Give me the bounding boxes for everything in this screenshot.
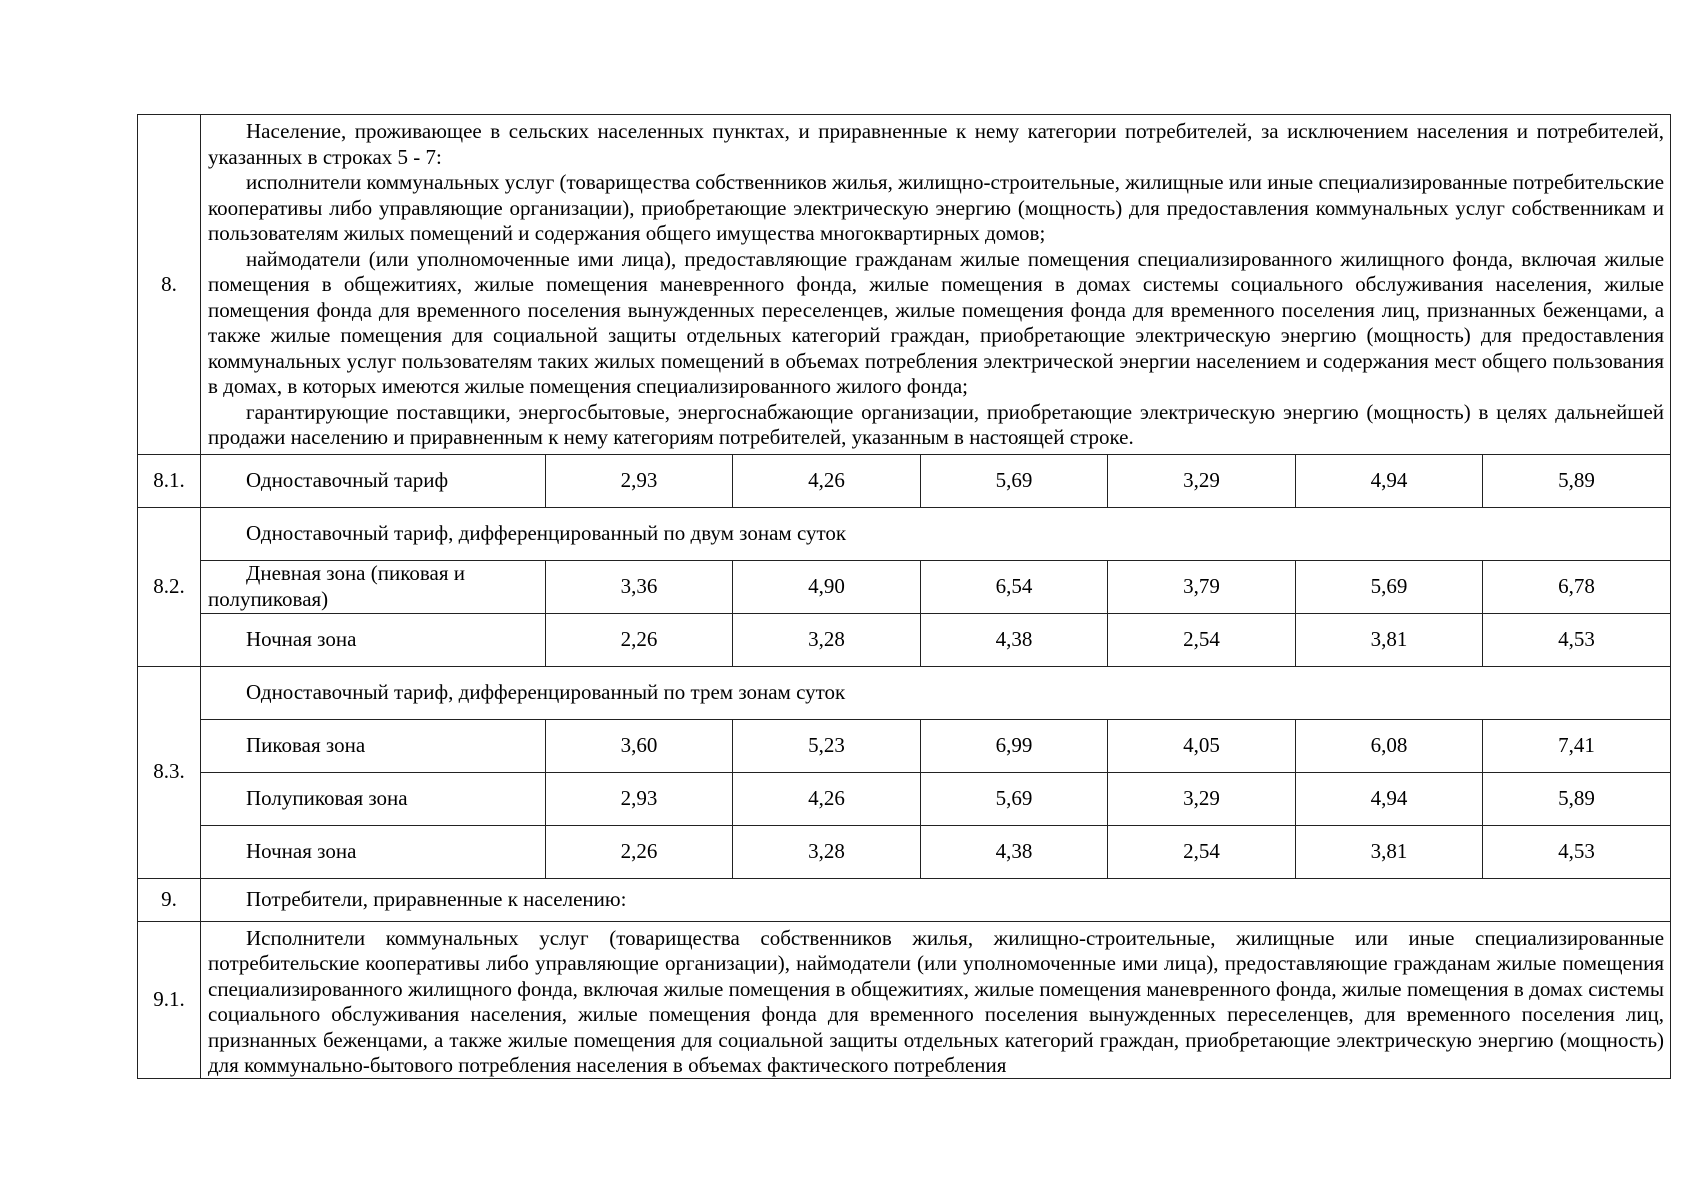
tariff-heading: Одноставочный тариф, дифференцированный по трем зонам суток: [201, 666, 1671, 719]
tariff-value: 2,26: [546, 825, 733, 878]
tariff-value: 2,54: [1108, 613, 1296, 666]
tariff-value: 5,89: [1483, 772, 1671, 825]
tariff-value: 2,93: [546, 454, 733, 507]
tariff-document-page: [137, 114, 1670, 1079]
tariff-value: 3,81: [1296, 613, 1483, 666]
tariff-value: 4,38: [921, 825, 1108, 878]
tariff-value: 3,28: [733, 825, 921, 878]
tariff-value: 7,41: [1483, 719, 1671, 772]
tariff-value: 5,69: [921, 454, 1108, 507]
tariff-value: 3,81: [1296, 825, 1483, 878]
table-row-9: [138, 878, 1671, 921]
tariff-heading: Одноставочный тариф, дифференцированный по двум зонам суток: [201, 507, 1671, 560]
tariff-table: [137, 114, 1671, 1079]
tariff-value: 5,69: [921, 772, 1108, 825]
table-row-9-1: [138, 921, 1671, 1078]
tariff-value: 5,23: [733, 719, 921, 772]
tariff-value: 2,93: [546, 772, 733, 825]
tariff-value: 6,54: [921, 560, 1108, 613]
paragraph: Исполнители коммунальных услуг (товарищества собственников жилья, жилищно-строительные, жилищные или иные специализированные потребительские кооперативы либо управляющие организации), наймодатели (или уполномоченные ими лица), предоставляющие гражданам жилые помещения специализированного жилищного фонда, включая жилые помещения в общежитиях, жилые помещения маневренного фонда, жилые помещения в домах системы социального обслуживания населения, жилые помещения фонда для временного поселения вынужденных переселенцев, для временного поселения лиц, признанных беженцами, а также жилые помещения для социальной защиты отдельных категорий граждан, приобретающие электрическую энергию (мощность) для коммунально-бытового потребления населения в объемах фактического потребления: [208, 925, 1665, 1077]
row-number: 8.2.: [138, 507, 201, 666]
tariff-value: 6,08: [1296, 719, 1483, 772]
row-number: 9.: [138, 878, 201, 921]
table-row-8-2-zone: [138, 613, 1671, 666]
paragraph: исполнители коммунальных услуг (товарищества собственников жилья, жилищно-строительные, жилищные или иные специализированные потребительские кооперативы либо управляющие организации), приобретающие электрическую энергию (мощность) для предоставления коммунальных услуг собственникам и пользователям жилых помещений и содержания общего имущества многоквартирных домов;: [208, 170, 1665, 245]
row-number: 9.1.: [138, 921, 201, 1078]
tariff-value: 3,36: [546, 560, 733, 613]
tariff-value: 3,29: [1108, 772, 1296, 825]
table-row-8: [138, 115, 1671, 455]
tariff-value: 2,54: [1108, 825, 1296, 878]
text-continues-clip: [208, 926, 1664, 1078]
table-row-8-3-zone: [138, 825, 1671, 878]
table-row-8-2-zone: [138, 560, 1671, 613]
tariff-value: 3,29: [1108, 454, 1296, 507]
tariff-value: 4,94: [1296, 772, 1483, 825]
table-row-8-3-heading: [138, 666, 1671, 719]
table-row-8-3-zone: [138, 719, 1671, 772]
row-8-description: [201, 115, 1671, 455]
tariff-value: 4,26: [733, 772, 921, 825]
tariff-value: 4,53: [1483, 613, 1671, 666]
zone-name: Полупиковая зона: [201, 772, 546, 825]
tariff-value: 6,78: [1483, 560, 1671, 613]
table-row-8-2-heading: [138, 507, 1671, 560]
tariff-value: 4,53: [1483, 825, 1671, 878]
tariff-value: 4,90: [733, 560, 921, 613]
row-number: 8.: [138, 115, 201, 455]
tariff-value: 6,99: [921, 719, 1108, 772]
tariff-value: 2,26: [546, 613, 733, 666]
row-9-1-description: [201, 921, 1671, 1078]
tariff-value: 4,94: [1296, 454, 1483, 507]
tariff-name: Одноставочный тариф: [201, 454, 546, 507]
tariff-value: 3,79: [1108, 560, 1296, 613]
tariff-value: 5,69: [1296, 560, 1483, 613]
zone-name: Пиковая зона: [201, 719, 546, 772]
zone-name: Ночная зона: [201, 613, 546, 666]
tariff-value: 4,38: [921, 613, 1108, 666]
row-9-description: Потребители, приравненные к населению:: [201, 878, 1671, 921]
zone-name: Ночная зона: [201, 825, 546, 878]
tariff-value: 4,26: [733, 454, 921, 507]
tariff-value: 5,89: [1483, 454, 1671, 507]
tariff-value: 4,05: [1108, 719, 1296, 772]
tariff-value: 3,60: [546, 719, 733, 772]
paragraph: наймодатели (или уполномоченные ими лица), предоставляющие гражданам жилые помещения специализированного жилищного фонда, включая жилые помещения в общежитиях, жилые помещения маневренного фонда, жилые помещения в домах системы социального обслуживания населения, жилые помещения фонда для временного поселения вынужденных переселенцев, жилые помещения фонда для временного поселения лиц, признанных беженцами, а также жилые помещения для социальной защиты отдельных категорий граждан, приобретающие электрическую энергию (мощность) для предоставления коммунальных услуг пользователям таких жилых помещений в объемах потребления электрической энергии населением и содержания мест общего пользования в домах, в которых имеются жилые помещения специализированного жилого фонда;: [208, 246, 1665, 398]
table-row-8-3-zone: [138, 772, 1671, 825]
paragraph: гарантирующие поставщики, энергосбытовые, энергоснабжающие организации, приобретающие электрическую энергию (мощность) в целях дальнейшей продажи населению и приравненным к нему категориям потребителей, указанным в настоящей строке.: [208, 399, 1665, 449]
table-row-8-1: [138, 454, 1671, 507]
paragraph: Население, проживающее в сельских населенных пунктах, и приравненные к нему категории потребителей, за исключением населения и потребителей, указанных в строках 5 - 7:: [208, 119, 1665, 169]
tariff-value: 3,28: [733, 613, 921, 666]
zone-name: Дневная зона (пиковая и полупиковая): [201, 560, 546, 613]
row-number: 8.1.: [138, 454, 201, 507]
row-number: 8.3.: [138, 666, 201, 878]
